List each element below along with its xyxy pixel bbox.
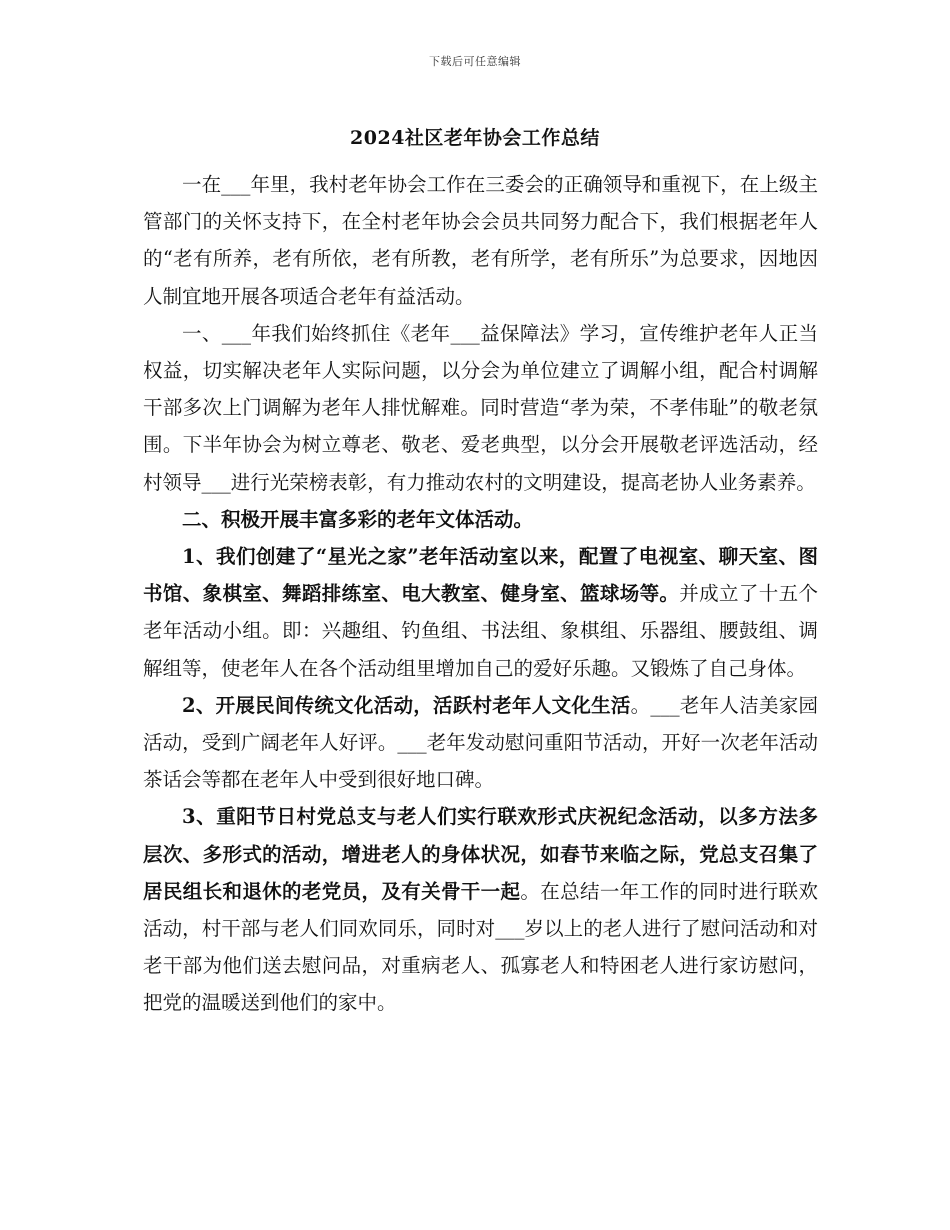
paragraph-bold-lead: 3、重阳节日村党总支与老人们实行联欢形式庆祝纪念活动，以多方法多层次、多形式的活动，增进老人的身体状况，如春节来临之际，党总支召集了居民组长和退休的老党员，及有关骨干一起	[143, 805, 818, 903]
paragraph-bold-lead: 2、开展民间传统文化活动，活跃村老年人文化生活	[182, 693, 631, 717]
paragraph-bold-lead: 1、我们创建了“星光之家”老年活动室以来，配置了电视室、聊天室、图书馆、象棋室、舞蹈排练室、电大教室、健身室、篮球场等。	[143, 545, 818, 606]
paragraph-section-2-heading	[143, 501, 818, 538]
section-heading: 二、积极开展丰富多彩的老年文体活动。	[182, 507, 534, 531]
paragraph-text: 一在___年里，我村老年协会工作在三委会的正确领导和重视下，在上级主管部门的关怀支持下，在全村老年协会会员共同努力配合下，我们根据老年人的“老有所养，老有所依，老有所教，老有所学，老有所乐”为总要求，因地因人制宜地开展各项适合老年有益活动。	[143, 173, 818, 308]
paragraph-item-1	[143, 538, 818, 687]
document-body	[143, 166, 818, 1022]
paragraph-intro	[143, 166, 818, 315]
paragraph-item-2	[143, 687, 818, 799]
paragraph-text: 并成立了十五个老年活动小组。即：兴趣组、钓鱼组、书法组、象棋组、乐器组、腰鼓组、调解组等，使老年人在各个活动组里增加自己的爱好乐趣。又锻炼了自己身体。	[143, 582, 818, 680]
paragraph-item-3	[143, 798, 818, 1021]
paragraph-text: 。在总结一年工作的同时进行联欢活动，村干部与老人们同欢同乐，同时对___岁以上的老人进行了慰问活动和对老干部为他们送去慰问品，对重病老人、孤寡老人和特困老人进行家访慰问，把党的温暖送到他们的家中。	[143, 879, 818, 1015]
header-note: 下载后可任意编辑	[429, 55, 521, 68]
paragraph-section-1	[143, 315, 818, 501]
paragraph-text: 。___老年人洁美家园活动，受到广阔老年人好评。___老年发动慰问重阳节活动，开好一次老年活动茶话会等都在老年人中受到很好地口碑。	[143, 693, 818, 792]
paragraph-text: 一、___年我们始终抓住《老年___益保障法》学习，宣传维护老年人正当权益，切实解决老年人实际问题，以分会为单位建立了调解小组，配合村调解干部多次上门调解为老年人排忧解难。同时营造“孝为荣，不孝伟耻”的敬老氛围。下半年协会为树立尊老、敬老、爱老典型，以分会开展敬老评选活动，经村领导___进行光荣榜表彰，有力推动农村的文明建设，提高老协人业务素养。	[143, 321, 818, 494]
page-title: 2024社区老年协会工作总结	[350, 127, 600, 149]
